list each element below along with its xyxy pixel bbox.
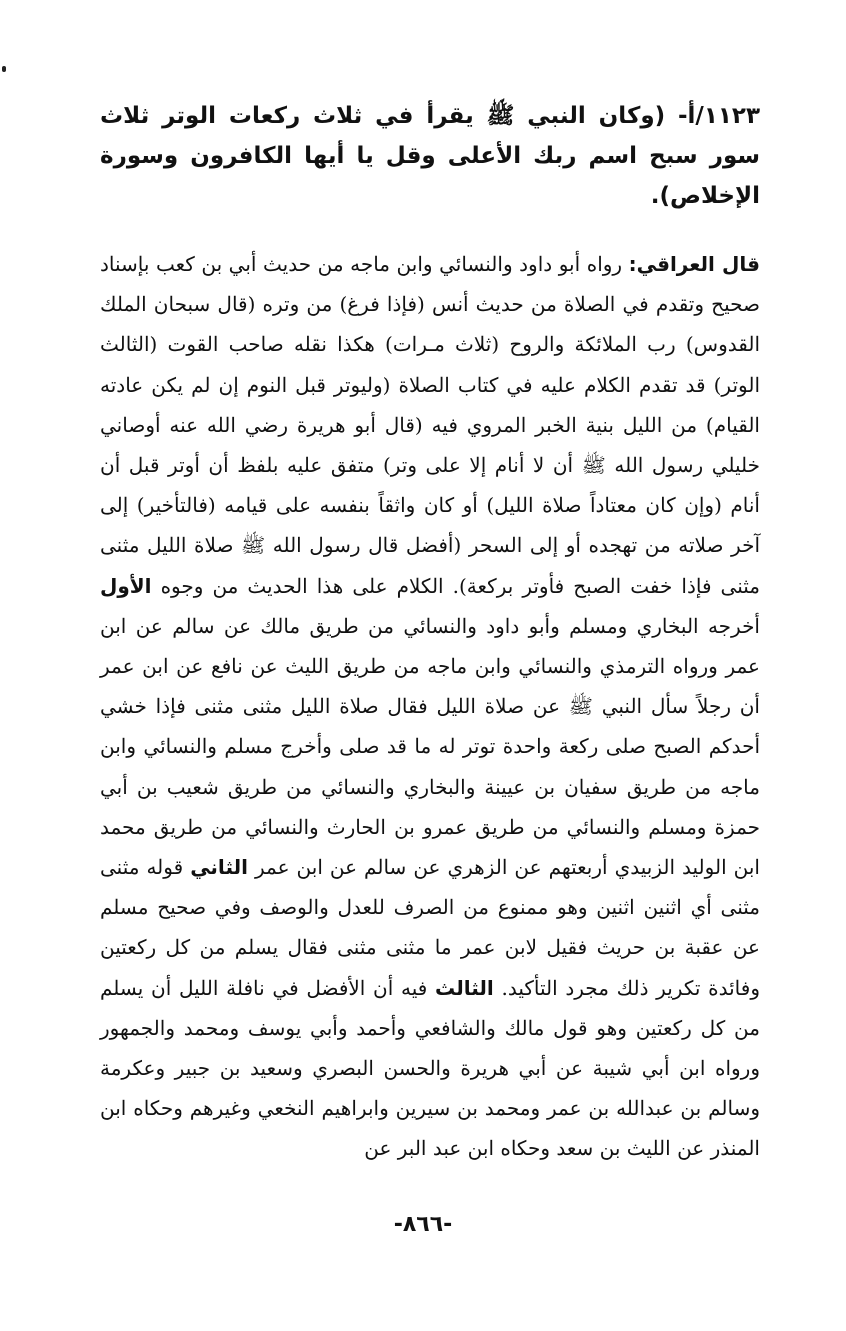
point-first-label: الأول: [100, 573, 152, 598]
commentary-part-2: أخرجه البخاري ومسلم وأبو داود والنسائي من طريق مالك عن سالم عن ابن عمر ورواه الترمذي والنسائي وابن ماجه من طريق الليث عن نافع عن ابن عمر أن رجلاً سأل النبي ﷺ عن صلاة الليل فقال صلاة الليل مثنى مثنى فإذا خشي أحدكم الصبح صلى ركعة واحدة توتر له ما قد صلى وأخرج مسلم والنسائي وابن ماجه من طريق سفيان بن عيينة والبخاري والنسائي من طريق شعيب بن أبي حمزة ومسلم والنسائي من طريق عمرو بن الحارث والنسائي من طريق محمد ابن الوليد الزبيدي أربعتهم عن الزهري عن سالم عن ابن عمر: [100, 613, 760, 880]
commentary-part-1: رواه أبو داود والنسائي وابن ماجه من حديث أبي بن كعب بإسناد صحيح وتقدم في الصلاة من حديث أنس (فإذا فرغ) من وتره (قال سبحان الملك القدوس) رب الملائكة والروح (ثلاث مـرات) هكذا نقله صاحب القوت (الثالث الوتر) قد تقدم الكلام عليه في كتاب الصلاة (وليوتر قبل النوم إن لم يكن عادته القيام) من الليل بنية الخبر المروي فيه (قال أبو هريرة رضي الله عنه أوصاني خليلي رسول الله ﷺ أن لا أنام إلا على وتر) متفق عليه بلفظ أن أوتر قبل أن أنام (وإن كان معتاداً صلاة الليل) أو كان واثقاً بنفسه على قيامه (فالتأخير) إلى آخر صلاته من تهجده أو إلى السحر (أفضل قال رسول الله ﷺ صلاة الليل مثنى مثنى فإذا خفت الصبح فأوتر بركعة). الكلام على هذا الحديث من وجوه: [100, 252, 760, 598]
scan-speck: [2, 66, 6, 72]
commentary-speaker: قال العراقي:: [628, 252, 760, 276]
hadith-text: (وكان النبي ﷺ يقرأ في ثلاث ركعات الوتر ثلاث سور سبح اسم ربك الأعلى وقل يا أيها الكافرون وسورة الإخلاص).: [100, 103, 760, 209]
point-third-label: الثالث: [435, 975, 494, 1000]
section-gap: [100, 216, 760, 244]
commentary-part-3: قوله مثنى مثنى أي اثنين اثنين وهو ممنوع من الصرف للعدل والوصف وفي صحيح مسلم عن عقبة بن حريث فقيل لابن عمر ما مثنى مثنى فقال يسلم من كل ركعتين وفائدة تكرير ذلك مجرد التأكيد.: [100, 855, 760, 1000]
commentary-paragraph: [100, 244, 760, 1169]
point-second-label: الثاني: [190, 855, 248, 880]
page-number: -٨٦٦-: [393, 1212, 453, 1237]
hadith-number: ١١٢٣/أ-: [678, 103, 760, 129]
commentary-part-4: فيه أن الأفضل في نافلة الليل أن يسلم من كل ركعتين وهو قول مالك والشافعي وأحمد وأبي يوسف ومحمد والجمهور ورواه ابن أبي شيبة عن أبي هريرة والحسن البصري وسعيد بن جبير وعكرمة وسالم بن عبدالله بن عمر ومحمد بن سيرين وابراهيم النخعي وغيرهم وحكاه ابن المنذر عن الليث بن سعد وحكاه ابن عبد البر عن: [100, 975, 760, 1161]
hadith-heading: [100, 96, 760, 216]
page-body: [100, 96, 760, 1169]
